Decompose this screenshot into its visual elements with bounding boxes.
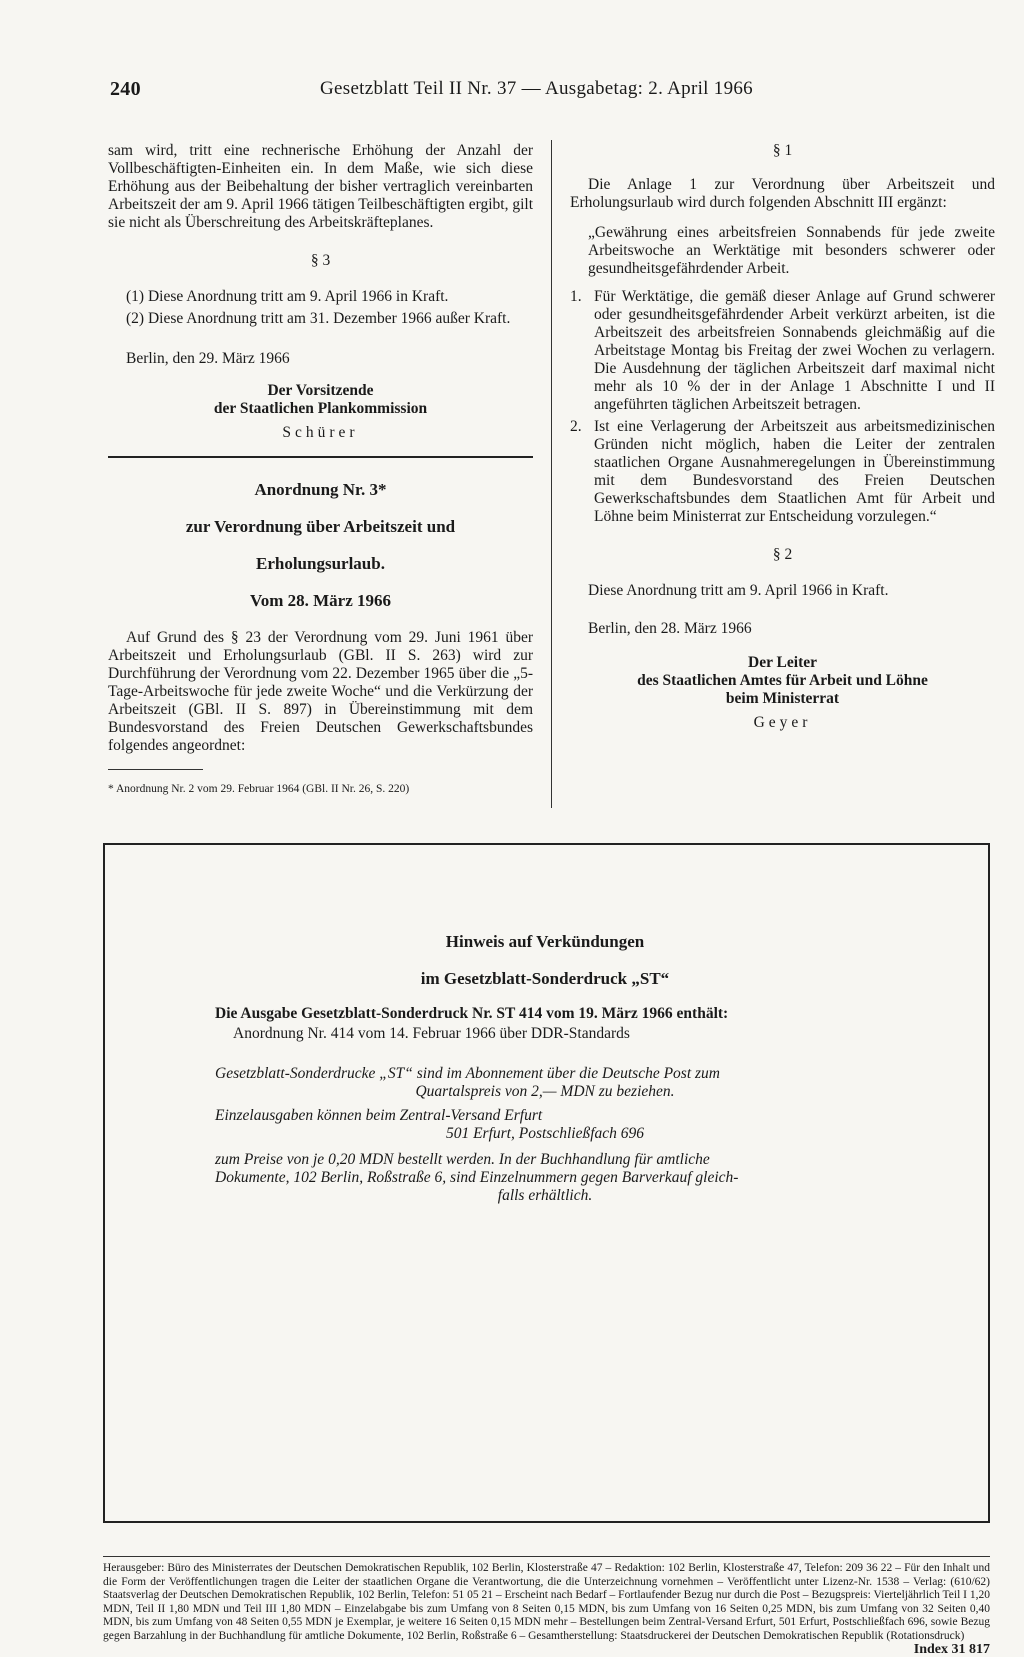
footnote: * Anordnung Nr. 2 vom 29. Februar 1964 (GBl. II Nr. 26, S. 220) [108, 782, 410, 795]
signatory-title-line2: der Staatlichen Plankommission [213, 400, 428, 417]
section-3-heading: § 3 [310, 252, 331, 269]
notice-box [103, 843, 990, 1523]
list-text: Für Werktätige, die gemäß dieser Anlage auf Grund schwerer oder gesundheitsgefährdender Arbeit verkürzt arbeiten, ist die Arbeitszeit des arbeitsfreien Sonnabends gleichmäßig auf die Arbeitstage Montag bis Freitag der zwei Wochen zu verlagern. Die Ausdehnung der täglichen Arbeitszeit darf maximal nicht mehr als 10 % der in der Anlage 1 Abschnitte I und II angeführten täglichen Arbeitszeit betragen. [594, 288, 995, 413]
right-column [570, 142, 995, 732]
list-item [570, 418, 995, 526]
preamble: Auf Grund des § 23 der Verordnung vom 29. Juni 1961 über Arbeitszeit und Erholungsurlaub (GBl. II S. 263) wird zur Durchführung der Verordnung vom 22. Dezember 1965 über die „5-Tage-Arbeitswoche für jede zweite Woche“ und die Verkürzung der Arbeitszeit (GBl. II S. 897) in Übereinstimmung mit dem Bundesvorstand des Freien Deutschen Gewerkschaftsbundes folgendes angeordnet: [108, 629, 533, 754]
column-divider [551, 140, 552, 808]
ordinance-title-line3: Erholungsurlaub. [256, 554, 385, 573]
notice-price-line1: zum Preise von je 0,20 MDN bestellt werden. In der Buchhandlung für amtliche [215, 1151, 710, 1168]
section-3-paragraph-1: (1) Diese Anordnung tritt am 9. April 1966 in Kraft. [126, 288, 449, 305]
running-head: Gesetzblatt Teil II Nr. 37 — Ausgabetag: 2. April 1966 [320, 78, 753, 99]
signatory-title-line2: des Staatlichen Amtes für Arbeit und Löhne [637, 672, 928, 689]
left-column [108, 142, 533, 807]
list-number: 2. [570, 418, 582, 435]
signatory-title-line1: Der Vorsitzende [267, 382, 374, 399]
continuation-paragraph: sam wird, tritt eine rechnerische Erhöhung der Anzahl der Vollbeschäftigten-Einheiten ein. In dem Maße, wie sich diese Erhöhung aus der Beibehaltung der bisher vertraglich vereinbarten Arbeitszeit der am 9. April 1966 tätigen Teilbeschäftigten ergibt, gilt sie nicht als Überschreitung des Arbeitskräfteplanes. [108, 142, 533, 231]
notice-content [215, 915, 875, 1205]
signatory-name: Geyer [753, 714, 812, 731]
section-2-heading: § 2 [772, 546, 793, 563]
ordinance-date: Vom 28. März 1966 [249, 591, 391, 610]
signatory-name: Schürer [282, 424, 359, 441]
list-text: Ist eine Verlagerung der Arbeitszeit aus arbeitsmedizinischen Gründen nicht möglich, haben die Leiter der zentralen staatlichen Organe Ausnahmeregelungen in Übereinstimmung mit dem Bundesvorstand des Freien Deutschen Gewerkschaftsbundes dem Staatlichen Amt für Arbeit und Löhne beim Ministerrat zur Entscheidung vorzulegen.“ [594, 418, 995, 525]
notice-single-issues-line2: 501 Erfurt, Postschließfach 696 [445, 1125, 645, 1142]
notice-subscription-line2: Quartalspreis von 2,— MDN zu beziehen. [415, 1083, 675, 1100]
place-date: Berlin, den 29. März 1966 [126, 350, 290, 367]
notice-issue-line: Die Ausgabe Gesetzblatt-Sonderdruck Nr. ST 414 vom 19. März 1966 enthält: [215, 1005, 729, 1022]
page-number: 240 [110, 78, 141, 100]
notice-price-line2: Dokumente, 102 Berlin, Roßstraße 6, sind Einzelnummern gegen Barverkauf gleich- [215, 1169, 739, 1186]
imprint [103, 1562, 990, 1657]
signatory-title-line1: Der Leiter [748, 654, 817, 671]
section-1-heading: § 1 [772, 142, 793, 159]
notice-subscription-line1: Gesetzblatt-Sonderdrucke „ST“ sind im Abonnement über die Deutsche Post zum [215, 1065, 720, 1082]
list-number: 1. [570, 288, 582, 305]
imprint-text: Herausgeber: Büro des Ministerrates der Deutschen Demokratischen Republik, 102 Berlin, Klosterstraße 47 – Redaktion: 102 Berlin, Klosterstraße 47, Telefon: 209 36 22 – Für den Inhalt und die Form der Veröffentlichungen tragen die Leiter der staatlichen Organe die Verantwortung, die die Unterzeichnung vornehmen – Veröffentlicht unter Lizenz-Nr. 1538 – Verlag: (610/62) Staatsverlag der Deutschen Demokratischen Republik, 102 Berlin, Telefon: 51 05 21 – Erscheint nach Bedarf – Fortlaufender Bezug nur durch die Post – Bezugspreis: Vierteljährlich Teil I 1,20 MDN, Teil II 1,80 MDN und Teil III 1,80 MDN – Einzelabgabe bis zum Umfang von 8 Seiten 0,15 MDN, bis zum Umfang von 16 Seiten 0,25 MDN, bis zum Umfang von 32 Seiten 0,40 MDN, bis zum Umfang von 48 Seiten 0,55 MDN je Exemplar, je weitere 16 Seiten 0,15 MDN mehr – Bestellungen beim Zentral-Versand Erfurt, 501 Erfurt, Postschließfach 696, sowie Bezug gegen Barzahlung in der Buchhandlung für amtliche Dokumente, 102 Berlin, Roßstraße 6 – Gesamtherstellung: Staatsdruckerei der Deutschen Demokratischen Republik (Rotationsdruck) [103, 1562, 990, 1642]
page-header [110, 78, 990, 104]
notice-price-line3: falls erhältlich. [497, 1187, 593, 1204]
section-2-text: Diese Anordnung tritt am 9. April 1966 in Kraft. [588, 582, 889, 599]
notice-title-line2: im Gesetzblatt-Sonderdruck „ST“ [420, 969, 670, 988]
ordinance-title-line1: Anordnung Nr. 3* [254, 480, 387, 499]
notice-title-line1: Hinweis auf Verkündungen [445, 932, 645, 951]
signatory-title-line3: beim Ministerrat [725, 690, 840, 707]
notice-single-issues-line1: Einzelausgaben können beim Zentral-Versand Erfurt [215, 1107, 543, 1124]
list-item [570, 288, 995, 414]
section-rule [108, 456, 533, 458]
notice-contents-line: Anordnung Nr. 414 vom 14. Februar 1966 über DDR-Standards [233, 1025, 630, 1042]
section-3-paragraph-2: (2) Diese Anordnung tritt am 31. Dezember 1966 außer Kraft. [126, 310, 511, 327]
place-date: Berlin, den 28. März 1966 [588, 620, 752, 637]
imprint-rule [103, 1556, 990, 1557]
ordinance-title-line2: zur Verordnung über Arbeitszeit und [185, 517, 456, 536]
index-code: Index 31 817 [913, 1642, 990, 1657]
section-1-intro: Die Anlage 1 zur Verordnung über Arbeitszeit und Erholungsurlaub wird durch folgenden Abschnitt III ergänzt: [570, 176, 995, 211]
quoted-heading: „Gewährung eines arbeitsfreien Sonnabends für jede zweite Arbeitswoche an Werktätige mit besonders schwerer oder gesundheitsgefährdender Arbeit. [588, 224, 995, 277]
footnote-rule [108, 769, 203, 770]
